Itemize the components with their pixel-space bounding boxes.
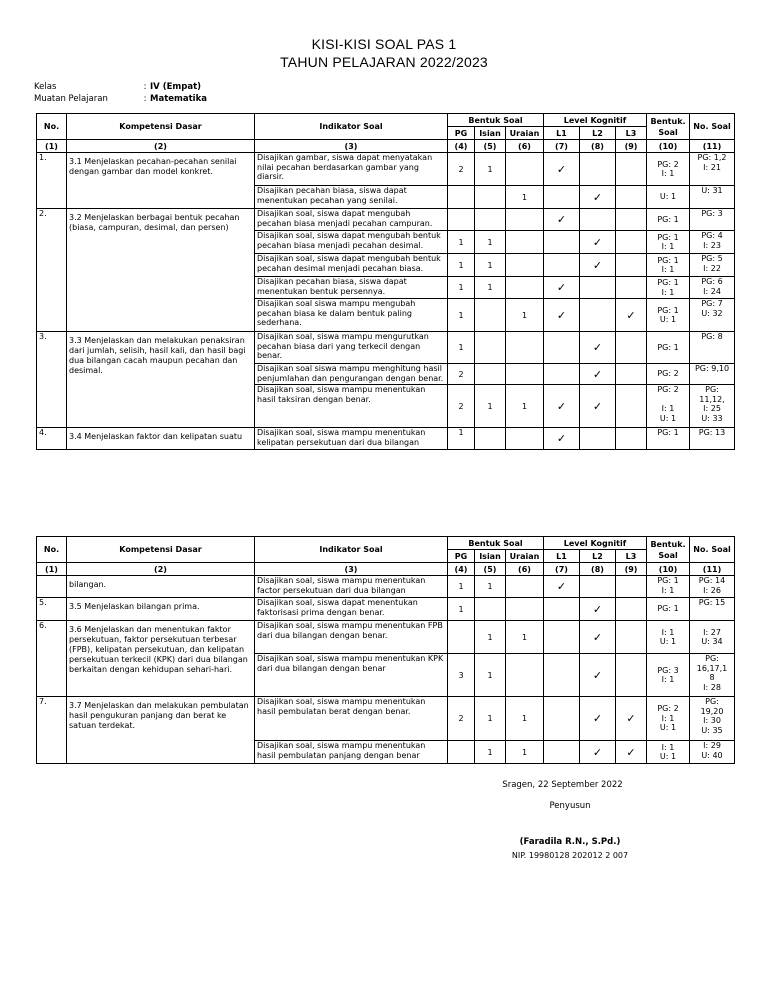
bentuk-soal: PG: 1 U: 1 — [647, 299, 690, 332]
no-soal: PG: 19,20 I: 30 U: 35 — [690, 697, 735, 741]
no-soal: I: 29 U: 40 — [690, 741, 735, 764]
check-mark: ✓ — [544, 576, 580, 598]
col-number: (2) — [67, 140, 255, 153]
indikator-text: Disajikan soal, siswa dapat mengubah bentuk pecahan desimal menjadi pecahan biasa. — [255, 254, 448, 277]
col-number: (8) — [580, 140, 616, 153]
header-level-kognitif: Level Kognitif — [544, 537, 647, 550]
col-number: (7) — [544, 140, 580, 153]
kd-text: 3.1 Menjelaskan pecahan-pecahan senilai dengan gambar dan model konkret. — [67, 153, 255, 209]
col-number: (4) — [448, 140, 475, 153]
signature-nip: NIP. 19980128 202012 2 007 — [511, 851, 629, 860]
row-number: 7. — [37, 697, 67, 764]
isian-count: 1 — [475, 697, 506, 741]
indikator-text: Disajikan soal, siswa mampu menentukan hasil taksiran dengan benar. — [255, 385, 448, 428]
col-number: (9) — [616, 563, 647, 576]
indikator-text: Disajikan pecahan biasa, siswa dapat menentukan bentuk persennya. — [255, 277, 448, 299]
check-mark: ✓ — [544, 209, 580, 231]
indikator-text: Disajikan soal, siswa mampu menentukan factor persekutuan dari dua bilangan — [255, 576, 448, 598]
no-soal: PG: 6 I: 24 — [690, 277, 735, 299]
header-bentuk-soal: Bentuk Soal — [448, 114, 544, 127]
table-row — [37, 598, 735, 621]
check-mark: ✓ — [580, 254, 616, 277]
isian-count: 1 — [475, 153, 506, 186]
no-soal: I: 27 U: 34 — [690, 621, 735, 654]
header-uraian: Uraian — [506, 127, 544, 140]
check-mark: ✓ — [580, 231, 616, 254]
bentuk-soal: PG: 2 — [647, 364, 690, 385]
bentuk-soal: PG: 2 I: 1 — [647, 153, 690, 186]
uraian-count: 1 — [506, 385, 544, 428]
pg-count: 2 — [448, 385, 475, 428]
check-mark: ✓ — [544, 153, 580, 186]
no-soal: PG: 5 I: 22 — [690, 254, 735, 277]
signature-name: (Faradila R.N., S.Pd.) — [519, 837, 621, 847]
pg-count: 1 — [448, 598, 475, 621]
check-mark: ✓ — [544, 385, 580, 428]
header-indikator: Indikator Soal — [255, 114, 448, 140]
check-mark: ✓ — [544, 299, 580, 332]
col-number: (5) — [475, 563, 506, 576]
meta-info — [34, 81, 207, 105]
header-l2: L2 — [580, 550, 616, 563]
no-soal: PG: 11,12, I: 25 U: 33 — [690, 385, 735, 428]
table-row — [37, 428, 735, 450]
mapel-value: Matematika — [150, 94, 207, 104]
isian-count: 1 — [475, 231, 506, 254]
isian-count: 1 — [475, 576, 506, 598]
check-mark: ✓ — [580, 598, 616, 621]
pg-count: 1 — [448, 277, 475, 299]
kelas-value: IV (Empat) — [150, 82, 202, 92]
header-kd: Kompetensi Dasar — [67, 537, 255, 563]
signature-role: Penyusun — [549, 801, 591, 811]
check-mark: ✓ — [544, 277, 580, 299]
indikator-text: Disajikan soal, siswa mampu menentukan hasil pembulatan berat dengan benar. — [255, 697, 448, 741]
no-soal: PG: 9,10 — [690, 364, 735, 385]
indikator-text: Disajikan soal, siswa dapat menentukan faktorisasi prima dengan benar. — [255, 598, 448, 621]
header-bentuk-soal: Bentuk Soal — [448, 537, 544, 550]
pg-count: 1 — [448, 428, 475, 450]
uraian-count: 1 — [506, 741, 544, 764]
col-number: (7) — [544, 563, 580, 576]
header-no: No. — [37, 537, 67, 563]
col-number: (8) — [580, 563, 616, 576]
table-row — [37, 576, 735, 598]
bentuk-soal: PG: 1 — [647, 598, 690, 621]
header-uraian: Uraian — [506, 550, 544, 563]
col-number: (11) — [690, 140, 735, 153]
no-soal: PG: 8 — [690, 332, 735, 364]
col-number: (4) — [448, 563, 475, 576]
colon: : — [143, 94, 147, 104]
header-l1: L1 — [544, 127, 580, 140]
header-no: No. — [37, 114, 67, 140]
pg-count: 1 — [448, 231, 475, 254]
pg-count: 1 — [448, 299, 475, 332]
header-kd: Kompetensi Dasar — [67, 114, 255, 140]
table-row — [37, 332, 735, 364]
bentuk-soal: U: 1 — [647, 186, 690, 209]
header-bentuk: Bentuk. Soal — [647, 537, 690, 563]
bentuk-soal: I: 1 U: 1 — [647, 621, 690, 654]
no-soal: PG: 1,2 I: 21 — [690, 153, 735, 186]
col-number: (10) — [647, 140, 690, 153]
table-row — [37, 697, 735, 741]
header-no-soal: No. Soal — [690, 537, 735, 563]
check-mark: ✓ — [580, 186, 616, 209]
bentuk-soal: PG: 2 I: 1 U: 1 — [647, 385, 690, 428]
uraian-count: 1 — [506, 186, 544, 209]
no-soal: PG: 4 I: 23 — [690, 231, 735, 254]
header-isian: Isian — [475, 550, 506, 563]
document-title: KISI-KISI SOAL PAS 1 — [311, 36, 457, 52]
indikator-text: Disajikan gambar, siswa dapat menyatakan nilai pecahan berdasarkan gambar yang diarsir. — [255, 153, 448, 186]
indikator-text: Disajikan soal, siswa mampu menentukan kelipatan persekutuan dari dua bilangan — [255, 428, 448, 450]
check-mark: ✓ — [580, 654, 616, 697]
kd-text: bilangan. — [67, 576, 255, 598]
check-mark: ✓ — [616, 741, 647, 764]
header-bentuk: Bentuk. Soal — [647, 114, 690, 140]
bentuk-soal: PG: 1 I: 1 — [647, 231, 690, 254]
bentuk-soal: PG: 1 — [647, 428, 690, 450]
kd-text: 3.3 Menjelaskan dan melakukan penaksiran dari jumlah, selisih, hasil kali, dan hasil bagi dua bilangan cacah maupun pecahan dan desimal. — [67, 332, 255, 428]
row-number: 5. — [37, 598, 67, 621]
check-mark: ✓ — [580, 697, 616, 741]
pg-count: 1 — [448, 254, 475, 277]
no-soal: PG: 3 — [690, 209, 735, 231]
header-pg: PG — [448, 550, 475, 563]
row-number: 6. — [37, 621, 67, 697]
indikator-text: Disajikan soal, siswa mampu menentukan KPK dari dua bilangan dengan benar — [255, 654, 448, 697]
pg-count: 2 — [448, 364, 475, 385]
col-number: (9) — [616, 140, 647, 153]
no-soal: PG: 7 U: 32 — [690, 299, 735, 332]
no-soal: PG: 16,17,1 8 I: 28 — [690, 654, 735, 697]
indikator-text: Disajikan pecahan biasa, siswa dapat menentukan pecahan yang senilai. — [255, 186, 448, 209]
indikator-text: Disajikan soal, siswa dapat mengubah bentuk pecahan biasa menjadi pecahan desimal. — [255, 231, 448, 254]
check-mark: ✓ — [616, 697, 647, 741]
header-l3: L3 — [616, 550, 647, 563]
check-mark: ✓ — [580, 364, 616, 385]
col-number: (1) — [37, 140, 67, 153]
table-row — [37, 209, 735, 231]
bentuk-soal: I: 1 U: 1 — [647, 741, 690, 764]
col-number: (2) — [67, 563, 255, 576]
bentuk-soal: PG: 1 I: 1 — [647, 576, 690, 598]
kelas-label: Kelas — [34, 82, 57, 92]
kd-text: 3.5 Menjelaskan bilangan prima. — [67, 598, 255, 621]
no-soal: U: 31 — [690, 186, 735, 209]
kd-text: 3.7 Menjelaskan dan melakukan pembulatan hasil pengukuran panjang dan berat ke satuan terdekat. — [67, 697, 255, 764]
header-indikator: Indikator Soal — [255, 537, 448, 563]
check-mark: ✓ — [580, 332, 616, 364]
indikator-text: Disajikan soal siswa mampu menghitung hasil penjumlahan dan pengurangan dengan benar. — [255, 364, 448, 385]
col-number: (10) — [647, 563, 690, 576]
isian-count: 1 — [475, 277, 506, 299]
uraian-count: 1 — [506, 621, 544, 654]
kd-text: 3.6 Menjelaskan dan menentukan faktor persekutuan, faktor persekutuan terbesar (FPB), kelipatan persekutuan, dan kelipatan persekutuan terkecil (KPK) dari dua bilangan berkaitan dengan kehidupan sehari-hari. — [67, 621, 255, 697]
no-soal: PG: 15 — [690, 598, 735, 621]
pg-count: 2 — [448, 153, 475, 186]
bentuk-soal: PG: 3 I: 1 — [647, 654, 690, 697]
isian-count: 1 — [475, 385, 506, 428]
row-number: 2. — [37, 209, 67, 332]
bentuk-soal: PG: 1 I: 1 — [647, 277, 690, 299]
check-mark: ✓ — [616, 299, 647, 332]
no-soal: PG: 13 — [690, 428, 735, 450]
col-number: (3) — [255, 140, 448, 153]
col-number: (1) — [37, 563, 67, 576]
row-number: 4. — [37, 428, 67, 450]
table-row — [37, 621, 735, 654]
header-isian: Isian — [475, 127, 506, 140]
table-row — [37, 153, 735, 186]
indikator-text: Disajikan soal siswa mampu mengubah pecahan biasa ke dalam bentuk paling sederhana. — [255, 299, 448, 332]
mapel-label: Muatan Pelajaran — [34, 94, 108, 104]
colon: : — [143, 82, 147, 92]
col-number: (5) — [475, 140, 506, 153]
header-l3: L3 — [616, 127, 647, 140]
isian-count: 1 — [475, 621, 506, 654]
uraian-count: 1 — [506, 299, 544, 332]
row-number: 1. — [37, 153, 67, 209]
col-number: (6) — [506, 140, 544, 153]
bentuk-soal: PG: 1 — [647, 209, 690, 231]
header-l1: L1 — [544, 550, 580, 563]
indikator-text: Disajikan soal, siswa mampu menentukan hasil pembulatan panjang dengan benar — [255, 741, 448, 764]
row-number: 3. — [37, 332, 67, 428]
kd-text: 3.4 Menjelaskan faktor dan kelipatan suatu — [67, 428, 255, 450]
no-soal: PG: 14 I: 26 — [690, 576, 735, 598]
indikator-text: Disajikan soal, siswa dapat mengubah pecahan biasa menjadi pecahan campuran. — [255, 209, 448, 231]
header-pg: PG — [448, 127, 475, 140]
bentuk-soal: PG: 1 — [647, 332, 690, 364]
indikator-text: Disajikan soal, siswa mampu mengurutkan pecahan biasa dari yang terkecil dengan benar. — [255, 332, 448, 364]
pg-count: 1 — [448, 332, 475, 364]
pg-count: 1 — [448, 576, 475, 598]
kd-text: 3.2 Menjelaskan berbagai bentuk pecahan (biasa, campuran, desimal, dan persen) — [67, 209, 255, 332]
header-level-kognitif: Level Kognitif — [544, 114, 647, 127]
check-mark: ✓ — [580, 621, 616, 654]
bentuk-soal: PG: 2 I: 1 U: 1 — [647, 697, 690, 741]
uraian-count: 1 — [506, 697, 544, 741]
col-number: (6) — [506, 563, 544, 576]
indikator-text: Disajikan soal, siswa mampu menentukan FPB dari dua bilangan dengan benar. — [255, 621, 448, 654]
pg-count: 2 — [448, 697, 475, 741]
isian-count: 1 — [475, 254, 506, 277]
check-mark: ✓ — [580, 741, 616, 764]
bentuk-soal: PG: 1 I: 1 — [647, 254, 690, 277]
check-mark: ✓ — [544, 428, 580, 450]
pg-count: 3 — [448, 654, 475, 697]
header-l2: L2 — [580, 127, 616, 140]
header-no-soal: No. Soal — [690, 114, 735, 140]
col-number: (11) — [690, 563, 735, 576]
isian-count: 1 — [475, 654, 506, 697]
isian-count: 1 — [475, 741, 506, 764]
kisi-table-2 — [36, 536, 735, 764]
signature-date: Sragen, 22 September 2022 — [502, 780, 623, 790]
check-mark: ✓ — [580, 385, 616, 428]
col-number: (3) — [255, 563, 448, 576]
document-subtitle: TAHUN PELAJARAN 2022/2023 — [280, 54, 488, 70]
kisi-table-1 — [36, 113, 735, 450]
